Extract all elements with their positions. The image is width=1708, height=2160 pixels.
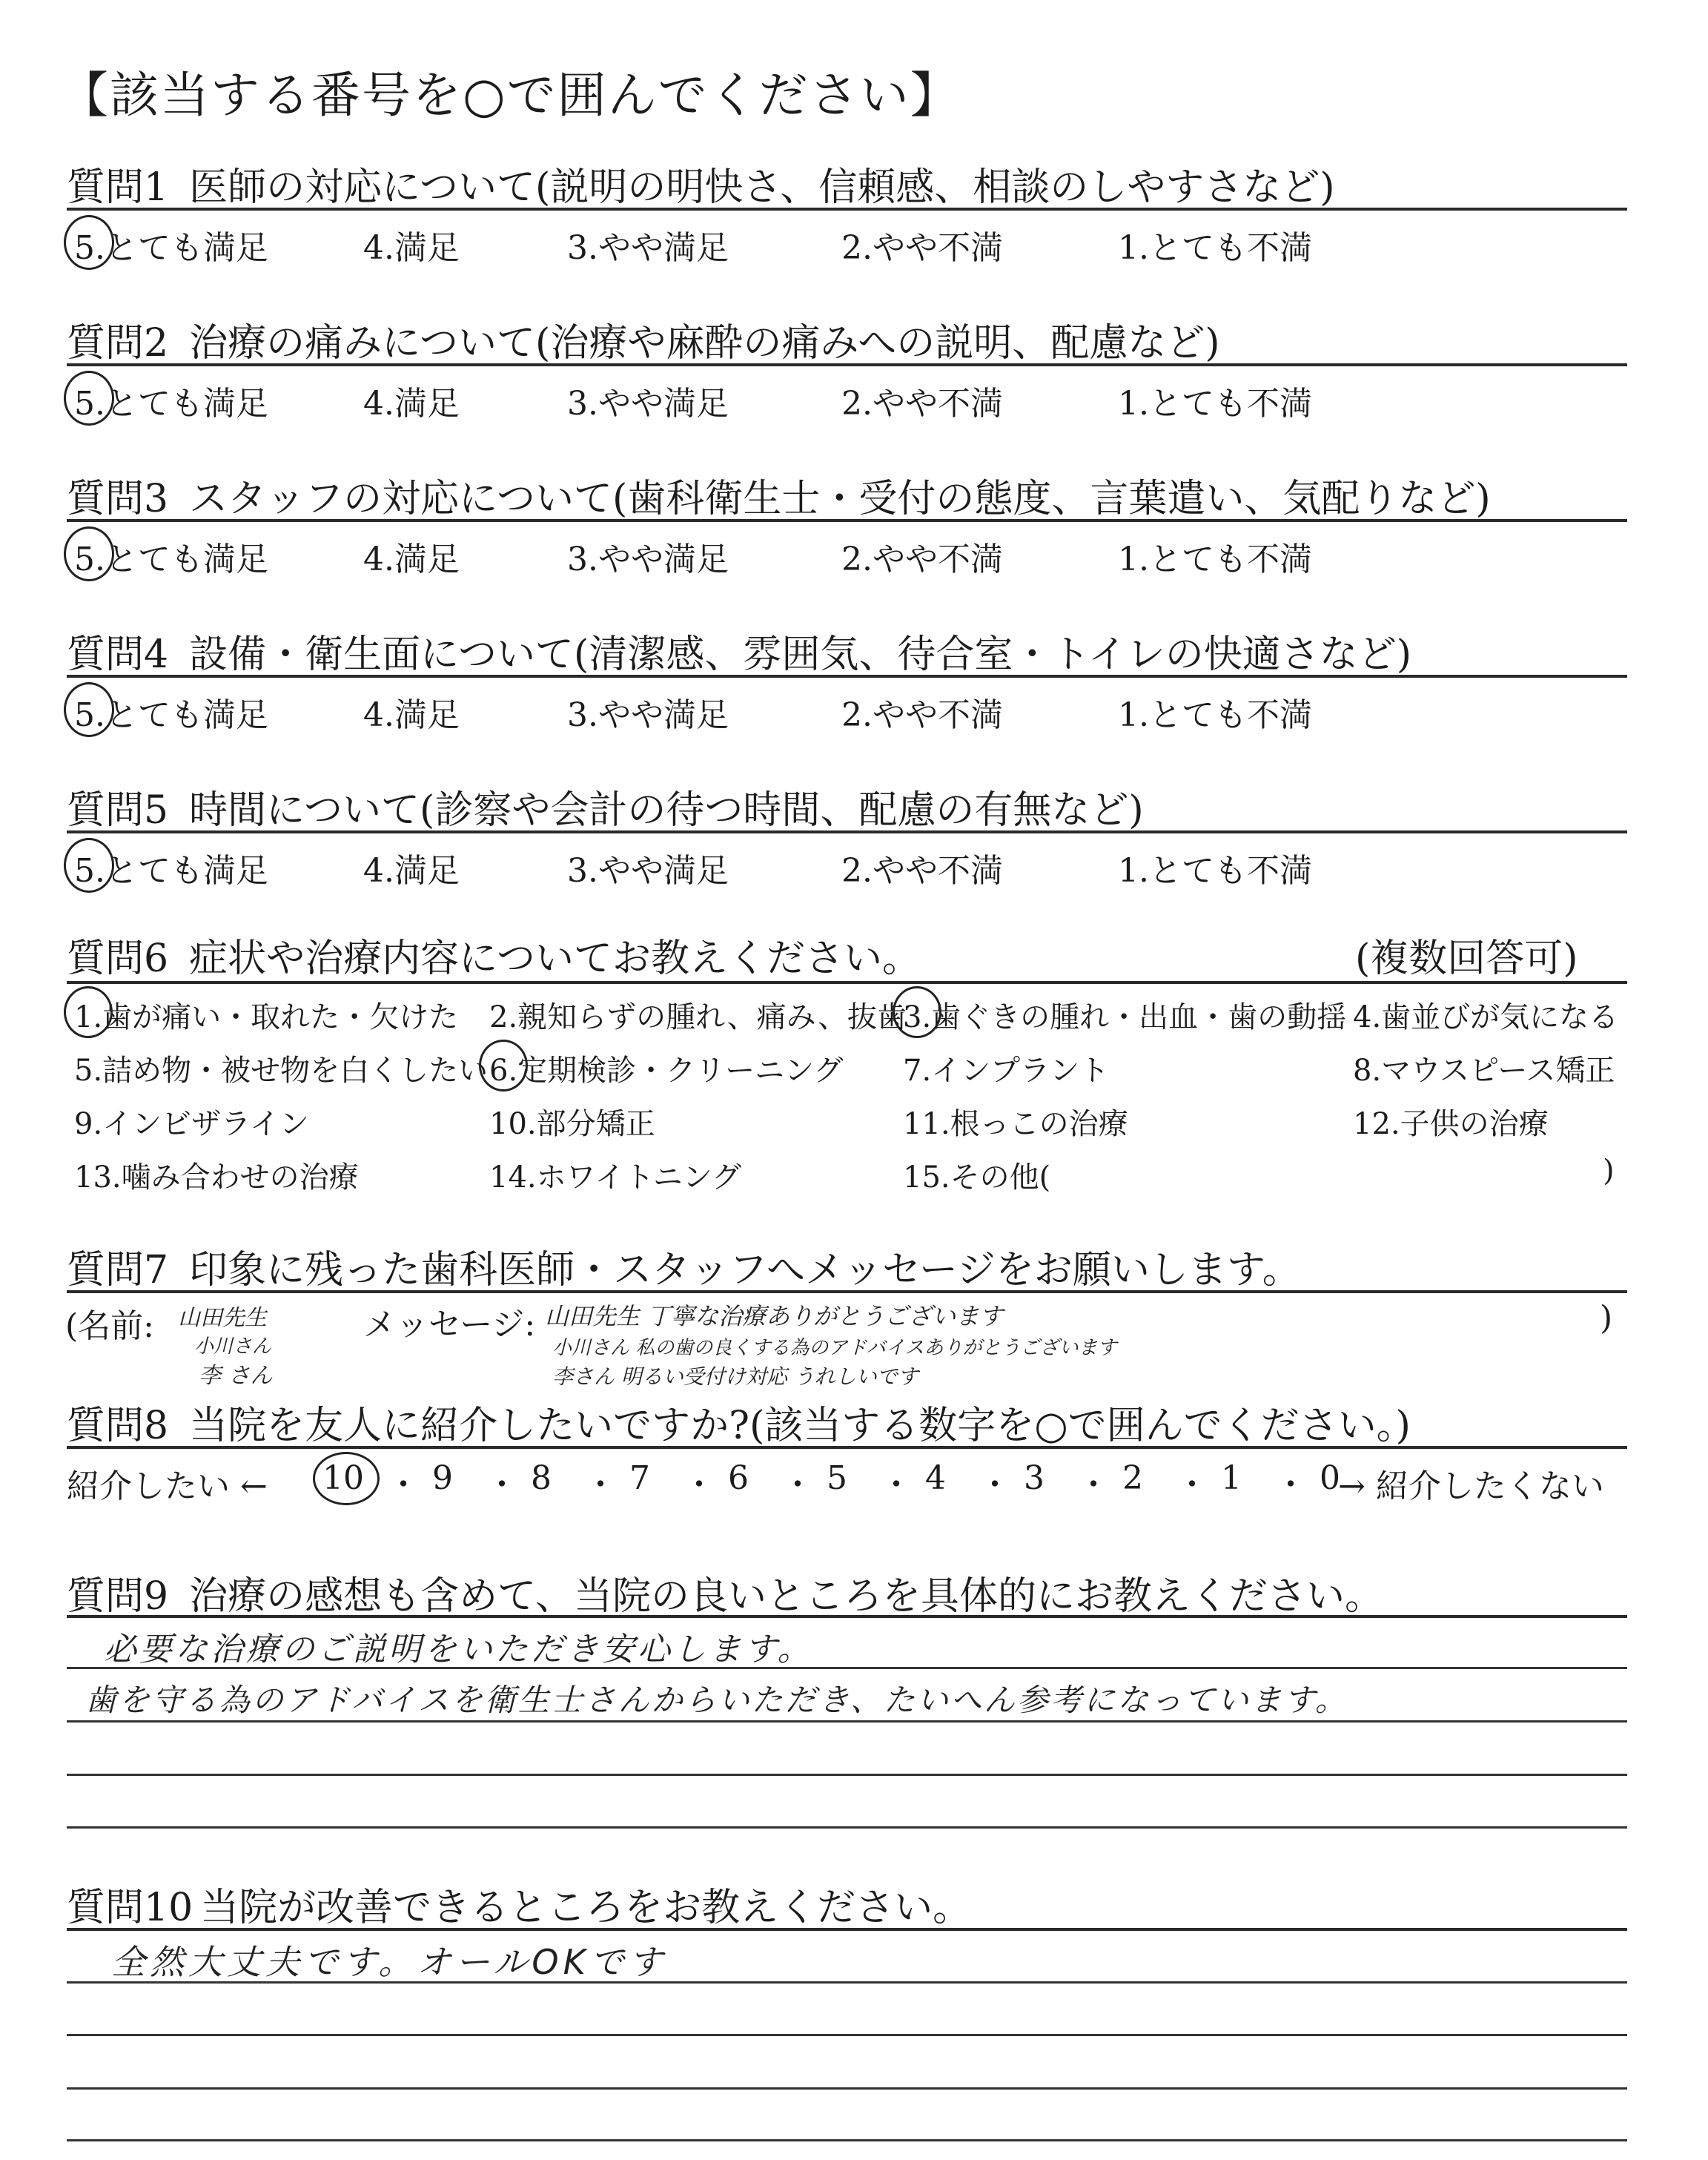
- q8-number: 質問8: [67, 1404, 169, 1448]
- q8-scale-separator: ・: [979, 1466, 1011, 1504]
- q9-answer-1: 必要な治療のご説明をいただき安心します。: [104, 1631, 813, 1668]
- question-1-option-3: 3.やや満足: [567, 229, 729, 267]
- question-2-option-5: 5.とても満足: [74, 385, 268, 423]
- question-4-option-4: 4.満足: [363, 696, 460, 734]
- q9-answer-2: 歯を守る為のアドバイスを衛生士さんからいただき、たいへん参考になっています。: [85, 1682, 1348, 1718]
- question-4-title: [67, 623, 1411, 678]
- question-5-text: 時間について(診察や会計の待つ時間、配慮の有無など): [189, 788, 1144, 833]
- q7-message-3: 李さん 明るい受付け対応 うれしいです: [552, 1364, 918, 1389]
- question-1-option-5: 5.とても満足: [74, 229, 268, 267]
- q8-scale-separator: ・: [1077, 1466, 1110, 1504]
- q7-title: [67, 1238, 1301, 1294]
- page-title: 【該当する番号を○で囲んでください】: [59, 67, 961, 124]
- q7-rule: [67, 1290, 1627, 1293]
- question-2-title: [67, 311, 1220, 367]
- q6-option-14: 14.ホワイトニング: [489, 1160, 742, 1195]
- q8-scale-separator: ・: [584, 1466, 617, 1504]
- q7-message-label: メッセージ:: [363, 1306, 536, 1344]
- q8-rule: [67, 1446, 1627, 1449]
- question-5-option-5: 5.とても満足: [74, 852, 268, 890]
- question-5-option-4: 4.満足: [363, 852, 460, 890]
- question-4-option-3: 3.やや満足: [567, 696, 729, 734]
- question-3-option-5: 5.とても満足: [74, 541, 268, 578]
- q9-rule-3: [67, 1720, 1627, 1723]
- q9-text: 治療の感想も含めて、当院の良いところを具体的にお教えください。: [189, 1574, 1384, 1619]
- q9-rule-1: [67, 1615, 1627, 1618]
- question-3-option-4: 4.満足: [363, 541, 460, 578]
- q7-name-label: (名前:: [65, 1307, 154, 1345]
- q8-scale-3: 3: [1024, 1459, 1045, 1497]
- question-5-option-3: 3.やや満足: [567, 852, 729, 890]
- question-1-option-4: 4.満足: [363, 229, 460, 267]
- q7-name-2: 小川さん: [194, 1335, 272, 1358]
- question-2-rule: [67, 363, 1627, 366]
- q10-rule-4: [67, 2087, 1627, 2090]
- question-3-rule: [67, 519, 1627, 522]
- q6-note: (複数回答可): [1355, 937, 1578, 981]
- question-2-option-1: 1.とても不満: [1118, 385, 1312, 423]
- q8-scale-0: 0: [1320, 1459, 1340, 1497]
- question-2-text: 治療の痛みについて(治療や麻酔の痛みへの説明、配慮など): [189, 321, 1220, 366]
- q8-scale-4: 4: [925, 1459, 946, 1497]
- q8-scale-6: 6: [728, 1459, 749, 1497]
- question-5-option-2: 2.やや不満: [841, 852, 1003, 890]
- q6-text: 症状や治療内容についてお教えください。: [189, 937, 921, 981]
- q6-option-3: 3.歯ぐきの腫れ・出血・歯の動揺: [903, 1000, 1347, 1034]
- q6-selected-circle-3: [893, 986, 941, 1038]
- question-5-number: 質問5: [67, 788, 169, 833]
- q6-option-13: 13.噛み合わせの治療: [74, 1160, 359, 1195]
- question-4-option-5: 5.とても満足: [74, 696, 268, 734]
- q8-scale-10: 10: [322, 1459, 364, 1497]
- q8-scale-5: 5: [827, 1459, 847, 1497]
- q6-option-5: 5.詰め物・被せ物を白くしたい: [74, 1054, 489, 1088]
- q6-option-4: 4.歯並びが気になる: [1353, 1000, 1619, 1034]
- q6-option-1: 1.歯が痛い・取れた・欠けた: [74, 1000, 459, 1034]
- question-1-number: 質問1: [67, 165, 169, 210]
- question-2-selected-circle: [64, 371, 114, 426]
- question-5-rule: [67, 830, 1627, 833]
- question-1-title: [67, 156, 1335, 211]
- q8-scale-separator: ・: [1176, 1466, 1208, 1504]
- q6-rule: [67, 981, 1627, 984]
- question-5-title: [67, 779, 1144, 834]
- question-2-option-4: 4.満足: [363, 385, 460, 423]
- question-3-number: 質問3: [67, 477, 169, 521]
- q7-text: 印象に残った歯科医師・スタッフへメッセージをお願いします。: [189, 1248, 1301, 1292]
- question-4-rule: [67, 675, 1627, 678]
- q8-scale-2: 2: [1122, 1459, 1143, 1497]
- q8-scale-1: 1: [1221, 1459, 1242, 1497]
- question-4-text: 設備・衛生面について(清潔感、雰囲気、待合室・トイレの快適さなど): [189, 633, 1412, 677]
- question-5-selected-circle: [64, 838, 114, 893]
- q9-title: [67, 1565, 1383, 1620]
- q6-option-8: 8.マウスピース矯正: [1353, 1054, 1615, 1088]
- q8-scale-9: 9: [432, 1459, 453, 1497]
- question-4-selected-circle: [64, 682, 114, 737]
- q10-rule-1: [67, 1928, 1627, 1931]
- question-1-option-2: 2.やや不満: [841, 229, 1003, 267]
- q8-selected-circle: [313, 1452, 380, 1505]
- question-2-number: 質問2: [67, 321, 169, 366]
- question-3-option-2: 2.やや不満: [841, 541, 1003, 578]
- question-3-option-3: 3.やや満足: [567, 541, 729, 578]
- question-4-number: 質問4: [67, 633, 169, 677]
- q7-message-2: 小川さん 私の歯の良くする為のアドバイスありがとうございます: [552, 1337, 1117, 1359]
- q8-text: 当院を友人に紹介したいですか?(該当する数字を○で囲んでください。): [189, 1404, 1411, 1448]
- q6-option-15-close-paren: ): [1603, 1154, 1615, 1188]
- question-3-text: スタッフの対応について(歯科衛生士・受付の態度、言葉遣い、気配りなど): [189, 477, 1491, 521]
- question-2-option-3: 3.やや満足: [567, 385, 729, 423]
- question-1-rule: [67, 208, 1627, 211]
- q10-text: 当院が改善できるところをお教えください。: [200, 1886, 972, 1930]
- q8-scale-separator: ・: [1274, 1466, 1307, 1504]
- question-5-option-1: 1.とても不満: [1118, 852, 1312, 890]
- q8-scale-separator: ・: [486, 1466, 518, 1504]
- q6-selected-circle-1: [64, 986, 113, 1038]
- q6-option-6: 6.定期検診・クリーニング: [489, 1054, 844, 1088]
- q6-option-10: 10.部分矯正: [489, 1107, 655, 1141]
- q10-title: [67, 1876, 971, 1932]
- question-3-title: [67, 467, 1491, 523]
- q8-scale-separator: ・: [781, 1466, 814, 1504]
- q7-number: 質問7: [67, 1248, 169, 1292]
- q8-scale-separator: ・: [683, 1466, 715, 1504]
- q10-rule-5: [67, 2139, 1627, 2141]
- q7-name-1: 山田先生: [178, 1305, 267, 1331]
- q8-right-label: → 紹介したくない: [1338, 1467, 1604, 1505]
- question-4-option-1: 1.とても不満: [1118, 696, 1312, 734]
- q9-rule-5: [67, 1826, 1627, 1829]
- q6-option-7: 7.インプラント: [903, 1054, 1110, 1088]
- q6-option-9: 9.インビザライン: [74, 1107, 309, 1141]
- q7-message-1: 山田先生 丁寧な治療ありがとうございます: [545, 1302, 1004, 1330]
- q6-option-15: 15.その他(: [903, 1160, 1051, 1195]
- q8-scale-7: 7: [629, 1459, 650, 1497]
- question-4-option-2: 2.やや不満: [841, 696, 1003, 734]
- question-3-selected-circle: [64, 526, 114, 581]
- q6-selected-circle-6: [479, 1040, 528, 1091]
- q8-scale-separator: ・: [880, 1466, 913, 1504]
- q6-option-11: 11.根っこの治療: [903, 1107, 1128, 1141]
- question-2-option-2: 2.やや不満: [841, 385, 1003, 423]
- q7-close-paren: ): [1600, 1299, 1613, 1337]
- question-1-selected-circle: [64, 215, 114, 270]
- question-1-text: 医師の対応について(説明の明快さ、信頼感、相談のしやすさなど): [189, 165, 1335, 210]
- q6-number: 質問6: [67, 937, 169, 981]
- question-1-option-1: 1.とても不満: [1118, 229, 1312, 267]
- q9-rule-4: [67, 1774, 1627, 1776]
- q8-left-label: 紹介したい ←: [67, 1467, 268, 1505]
- q6-option-2: 2.親知らずの腫れ、痛み、抜歯: [489, 1000, 907, 1034]
- question-3-option-1: 1.とても不満: [1118, 541, 1312, 578]
- q10-rule-3: [67, 2034, 1627, 2036]
- q6-option-12: 12.子供の治療: [1353, 1107, 1549, 1141]
- q10-number: 質問10: [67, 1886, 193, 1930]
- q7-name-3: 李 さん: [199, 1363, 273, 1389]
- q10-answer-1: 全然大丈夫です。オールOKです: [111, 1942, 667, 1982]
- q8-title: [67, 1394, 1411, 1450]
- q9-number: 質問9: [67, 1574, 169, 1619]
- q8-scale-8: 8: [531, 1459, 552, 1497]
- q8-scale-separator: ・: [387, 1466, 420, 1504]
- q6-title: [67, 927, 921, 982]
